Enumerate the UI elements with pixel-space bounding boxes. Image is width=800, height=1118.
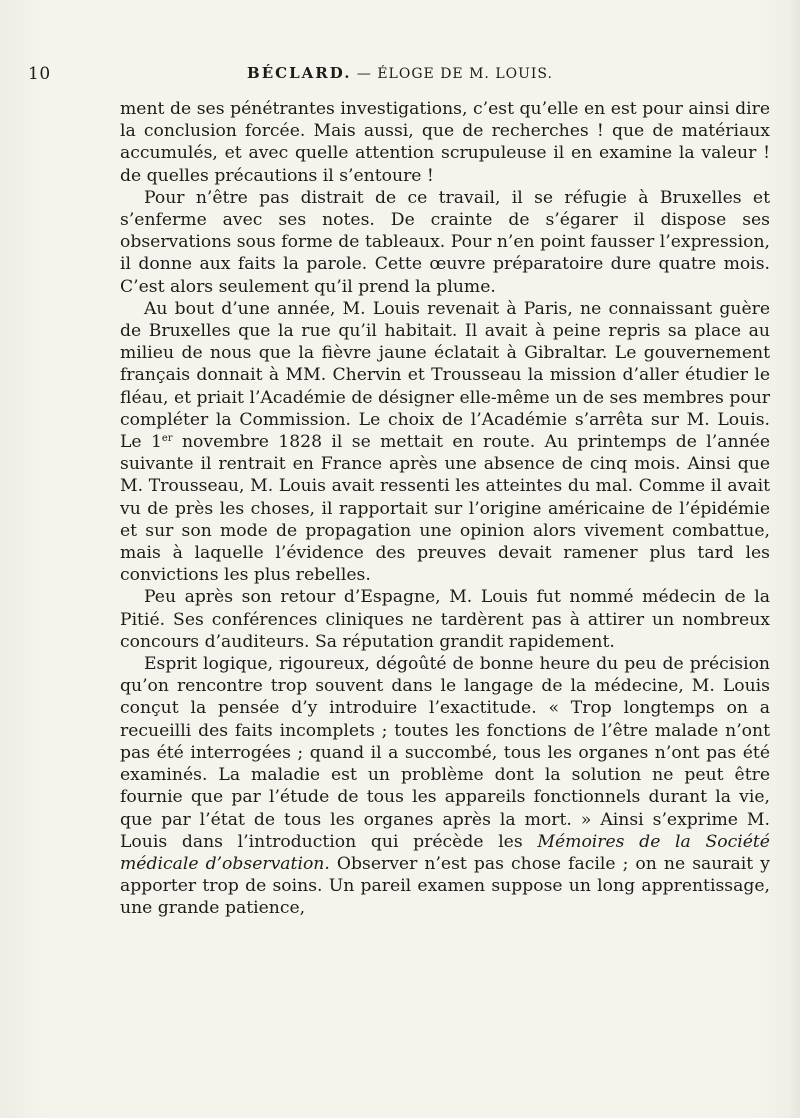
paragraph-3-text-b: novembre 1828 il se mettait en route. Au printemps de l’année suivante il rentrait en France après une absence de cinq mois. Ainsi que M. Trousseau, M. Louis avait ressenti les atteintes du mal. Comme il avait vu de près les choses, il rapportait sur l’origine américaine de l’épidémie et sur son mode de propagation une opinion alors vivement combattue, mais à laquelle l’évidence des preuves devait ramener plus tard les convictions les plus rebelles. — [120, 432, 770, 586]
paragraph-2-text: Pour n’être pas distrait de ce travail, il se réfugie à Bruxelles et s’enferme avec ses notes. De crainte de s’égarer il dispose ses observations sous forme de tableaux. Pour n’en point fausser l’expression, il donne aux faits la parole. Cette œuvre préparatoire dure quatre mois. C’est alors seulement qu’il prend la plume. — [120, 187, 770, 297]
running-head-author: BÉCLARD. — [247, 64, 352, 82]
paragraph-4 — [120, 586, 770, 653]
paragraph-2 — [120, 187, 770, 298]
paragraph-4-text: Peu après son retour d’Espagne, M. Louis fut nommé médecin de la Pitié. Ses conférences cliniques ne tardèrent pas à attirer un nombreux concours d’auditeurs. Sa réputation grandit rapidement. — [120, 587, 770, 652]
paragraph-3-text-a: Au bout d’une année, M. Louis revenait à Paris, ne connaissant guère de Bruxelles que la rue qu’il habitait. Il avait à peine repris sa place au milieu de nous que la fièvre jaune éclatait à Gibraltar. Le gouvernement français donnait à MM. Chervin et Trousseau la mission d’aller étudier le fléau, et priait l’Académie de désigner elle-même un de ses membres pour compléter la Commission. Le choix de l’Académie s’arrêta sur M. Louis. Le 1 — [120, 298, 770, 453]
memoires-title: Mémoires de la Société médicale d’observation. — [120, 831, 770, 874]
paragraph-5-text-b: Observer n’est pas chose facile ; on ne saurait y apporter trop de soins. Un pareil examen suppose un long apprentissage, une grande patience, — [120, 853, 770, 919]
paragraph-1 — [120, 98, 770, 187]
paragraph-1-text: ment de ses pénétrantes investigations, c’est qu’elle en est pour ainsi dire la conclusion forcée. Mais aussi, que de recherches ! que de matériaux accumulés, et avec quelle attention scrupuleuse il en examine la valeur ! de quelles précautions il s’entoure ! — [120, 99, 770, 186]
body-text — [120, 98, 770, 920]
page-edge-shadow — [788, 0, 800, 1118]
running-head — [0, 64, 800, 82]
paragraph-3 — [120, 298, 770, 587]
running-head-title: — ÉLOGE DE M. LOUIS. — [356, 66, 553, 82]
page-number: 10 — [28, 64, 51, 84]
paragraph-5-text-a: Esprit logique, rigoureux, dégoûté de bonne heure du peu de précision qu’on rencontre trop souvent dans le langage de la médecine, M. Louis conçut la pensée d’y introduire l’exactitude. « Trop longtemps on a recueilli des faits incomplets ; toutes les fonctions de l’être malade n’ont pas été interrogées ; quand il a succombé, tous les organes n’ont pas été examinés. La maladie est un problème dont la solution ne peut être fournie que par l’étude de tous les appareils fonctionnels durant la vie, que par l’état de tous les organes après la mort. » Ainsi s’exprime M. Louis dans l’introduction qui précède les — [120, 654, 770, 852]
paragraph-5 — [120, 653, 770, 919]
ordinal-superscript: er — [161, 433, 173, 445]
